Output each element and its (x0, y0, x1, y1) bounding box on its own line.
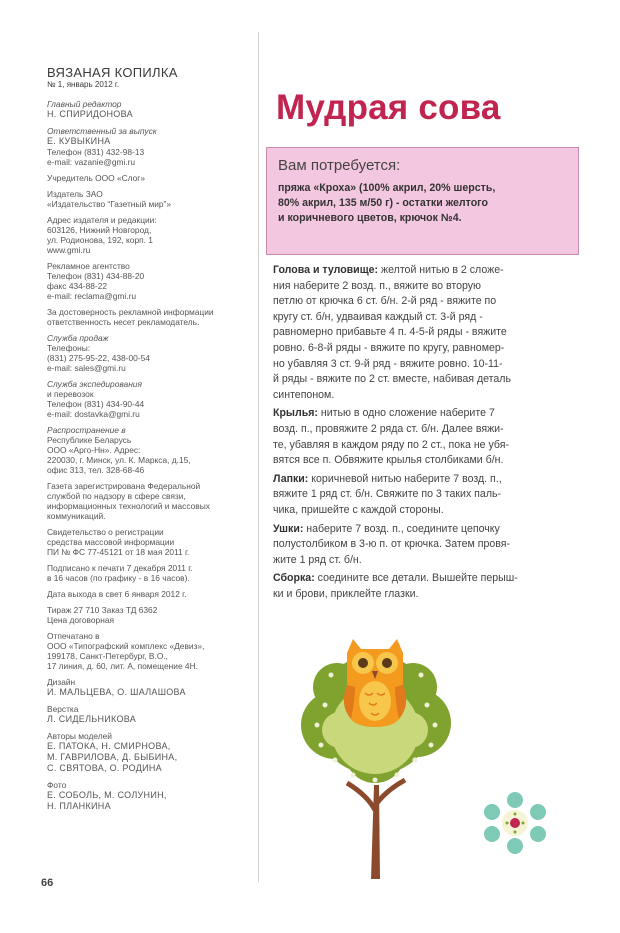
masthead-label: Главный редактор (47, 99, 122, 109)
masthead-label: Служба экспедирования (47, 379, 142, 389)
materials-line: 80% акрил, 135 м/50 г) - остатки желтого (278, 197, 488, 209)
masthead-line: ООО «Арго-Нн». Адрес: (47, 445, 141, 455)
masthead-label: Свидетельство о регистрации (47, 527, 164, 537)
instruction-line-first (273, 406, 573, 422)
masthead-line: www.gmi.ru (47, 245, 91, 255)
masthead-block (47, 189, 247, 209)
instruction-section (273, 263, 573, 403)
masthead-line: и перевозок (47, 389, 94, 399)
masthead-line: средства массовой информации (47, 537, 175, 547)
masthead-line: Е. КУВЫКИНА (47, 136, 111, 146)
masthead-line: Е. ПАТОКА, Н. СМИРНОВА, (47, 741, 171, 751)
masthead-block (47, 589, 247, 599)
owl-eye-left (358, 658, 368, 668)
instruction-line: те, убавляя в каждом ряду по 2 ст., пока не убя- (273, 438, 510, 451)
instruction-line-first (273, 263, 573, 279)
section-label: Сборка: (273, 572, 315, 585)
masthead-label: Служба продаж (47, 333, 109, 343)
instruction-section (273, 406, 573, 468)
masthead-block (47, 731, 247, 774)
instructions (273, 263, 573, 605)
masthead-label: Распространение в (47, 425, 126, 435)
masthead-line: службой по надзору в сфере связи, (47, 491, 186, 501)
masthead-line: Телефон (831) 434-90-44 (47, 399, 145, 409)
masthead-block (47, 379, 247, 419)
instruction-text: нитью в одно сложение наберите 7 (317, 407, 495, 420)
masthead-label: Фото (47, 780, 67, 790)
masthead-block (47, 704, 247, 725)
masthead-line: ООО «Типографский комплекс «Девиз», (47, 641, 205, 651)
masthead-line: М. ГАВРИЛОВА, Д. БЫБИНА, (47, 752, 178, 762)
instruction-line: петлю от крючка 6 ст. б/н. 2-й ряд - вяжите по (273, 295, 497, 308)
masthead-line: информационных технологий и массовых (47, 501, 210, 511)
masthead-label: Верстка (47, 704, 79, 714)
materials-box (266, 147, 579, 255)
masthead-line: e-mail: dostavka@gmi.ru (47, 409, 140, 419)
masthead-label: Рекламное агентство (47, 261, 130, 271)
instruction-section (273, 522, 573, 569)
masthead-block (47, 780, 247, 812)
masthead-blocks (47, 99, 247, 812)
masthead-label: Дата выхода в свет 6 января 2012 г. (47, 589, 187, 599)
owl (344, 639, 406, 727)
masthead-block (47, 481, 247, 521)
instruction-line: ния наберите 2 возд. п., вяжите во вторую (273, 279, 481, 292)
instruction-line-first (273, 522, 573, 538)
instruction-line: вяжите 1 ряд ст. б/н. Свяжите по 3 таких паль- (273, 488, 502, 501)
masthead-label: Тираж 27 710 Заказ ТД 6362 (47, 605, 158, 615)
flower-decoration (480, 788, 550, 858)
instruction-line: ки и брови, приклейте глазки. (273, 587, 419, 600)
masthead-label: Подписано к печати 7 декабря 2011 г. (47, 563, 193, 573)
masthead-block (47, 333, 247, 373)
section-label: Крылья: (273, 407, 318, 420)
masthead-line: e-mail: sales@gmi.ru (47, 363, 126, 373)
column-divider (258, 32, 259, 882)
masthead-label: Адрес издателя и редакции: (47, 215, 157, 225)
masthead-label: Ответственный за выпуск (47, 126, 157, 136)
masthead-line: ПИ № ФС 77-45121 от 18 мая 2011 г. (47, 547, 190, 557)
masthead-label: Дизайн (47, 677, 76, 687)
masthead-block (47, 563, 247, 583)
masthead-line: факс 434-88-22 (47, 281, 108, 291)
masthead-line: 603126, Нижний Новгород, (47, 225, 152, 235)
masthead-label: Отпечатано в (47, 631, 100, 641)
masthead (47, 66, 247, 818)
masthead-line: 199178, Санкт-Петербург, В.О., (47, 651, 168, 661)
masthead-line: С. СВЯТОВА, О. РОДИНА (47, 763, 162, 773)
masthead-block (47, 261, 247, 301)
masthead-block (47, 677, 247, 698)
instruction-line: равномерно прибавьте 4 п. 4-5-й ряды - вяжите (273, 326, 507, 339)
masthead-line: коммуникаций. (47, 511, 106, 521)
instruction-line-first (273, 571, 573, 587)
masthead-block (47, 307, 247, 327)
masthead-line: 17 линия, д. 60, лит. А, помещение 4Н. (47, 661, 198, 671)
masthead-line: И. МАЛЬЦЕВА, О. ШАЛАШОВА (47, 687, 186, 697)
tree-branch-right (377, 780, 405, 803)
masthead-label: За достоверность рекламной информации (47, 307, 214, 317)
instruction-section (273, 472, 573, 519)
instruction-text: наберите 7 возд. п., соедините цепочку (303, 522, 500, 535)
masthead-line: ответственность несет рекламодатель. (47, 317, 200, 327)
materials-line: пряжа «Кроха» (100% акрил, 20% шерсть, (278, 182, 496, 194)
instruction-line-first (273, 472, 573, 488)
masthead-line: (831) 275-95-22, 438-00-54 (47, 353, 150, 363)
masthead-block (47, 99, 247, 120)
masthead-block (47, 425, 247, 475)
instruction-text: соедините все детали. Вышейте перыш- (314, 572, 518, 585)
article-title: Мудрая сова (276, 88, 501, 127)
masthead-block (47, 631, 247, 671)
masthead-line: Л. СИДЕЛЬНИКОВА (47, 714, 137, 724)
masthead-line: Н. СПИРИДОНОВА (47, 109, 133, 119)
masthead-block (47, 215, 247, 255)
materials-heading: Вам потребуется: (278, 157, 401, 174)
masthead-line: 220030, г. Минск, ул. К. Маркса, д.15, (47, 455, 191, 465)
instruction-section (273, 571, 573, 602)
masthead-line: «Издательство “Газетный мир”» (47, 199, 171, 209)
masthead-line: Телефоны: (47, 343, 91, 353)
instruction-line: полустолбиком в 3-ю п. от крючка. Затем провя- (273, 538, 511, 551)
instruction-line: жите 1 ряд ст. б/н. (273, 553, 362, 566)
masthead-line: в 16 часов (по графику - в 16 часов). (47, 573, 190, 583)
instruction-line: кругу ст. б/н, удваивая каждый ст. 3-й ряд - (273, 310, 483, 323)
masthead-block (47, 126, 247, 167)
masthead-block (47, 527, 247, 557)
masthead-line: e-mail: vazanie@gmi.ru (47, 157, 136, 167)
section-label: Ушки: (273, 522, 304, 535)
issue-info: № 1, январь 2012 г. (47, 80, 120, 89)
tree-branch-left (347, 783, 375, 810)
masthead-label: Авторы моделей (47, 731, 112, 741)
magazine-title: ВЯЗАНАЯ КОПИЛКА (47, 65, 178, 80)
owl-tree-illustration (295, 635, 455, 880)
masthead-line: Н. ПЛАНКИНА (47, 801, 111, 811)
masthead-line: Телефон (831) 432-98-13 (47, 147, 145, 157)
masthead-block (47, 173, 247, 183)
instruction-line: синтепоном. (273, 388, 335, 401)
masthead-line: Телефон (831) 434-88-20 (47, 271, 145, 281)
instruction-line: возд. п., провяжите 2 ряда ст. б/н. Далее вяжи- (273, 422, 504, 435)
instruction-line: й ряды - вяжите по 2 ст. вместе, набивая деталь (273, 373, 512, 386)
materials-text (278, 181, 568, 226)
owl-eye-right (382, 658, 392, 668)
masthead-line: Е. СОБОЛЬ, М. СОЛУНИН, (47, 790, 167, 800)
masthead-line: ул. Родионова, 192, корп. 1 (47, 235, 153, 245)
page-number: 66 (41, 877, 54, 889)
instruction-line: вятся все п. Обвяжите крылья столбиками б/н. (273, 454, 504, 467)
materials-line: и коричневого цветов, крючок №4. (278, 212, 462, 224)
masthead-label: Издатель ЗАО (47, 189, 103, 199)
masthead-line: e-mail: reclama@gmi.ru (47, 291, 137, 301)
masthead-line: Республике Беларусь (47, 435, 132, 445)
masthead-label: Газета зарегистрирована Федеральной (47, 481, 201, 491)
section-label: Голова и туловище: (273, 264, 379, 276)
section-label: Лапки: (273, 472, 309, 485)
instruction-line: ровно. 6-8-й ряды - вяжите по кругу, равномер- (273, 341, 505, 354)
masthead-line: Цена договорная (47, 615, 115, 625)
masthead-line: офис 313, тел. 328-68-46 (47, 465, 145, 475)
masthead-block (47, 605, 247, 625)
instruction-text: желтой нитью в 2 сложе- (378, 264, 504, 276)
masthead-label: Учредитель ООО «Слог» (47, 173, 146, 183)
instruction-line: но убавляя 3 ст. 9-й ряд - вяжите ровно. 10-11- (273, 357, 503, 370)
instruction-line: чика, пришейте с каждой стороны. (273, 503, 444, 516)
instruction-text: коричневой нитью наберите 7 возд. п., (308, 472, 502, 485)
